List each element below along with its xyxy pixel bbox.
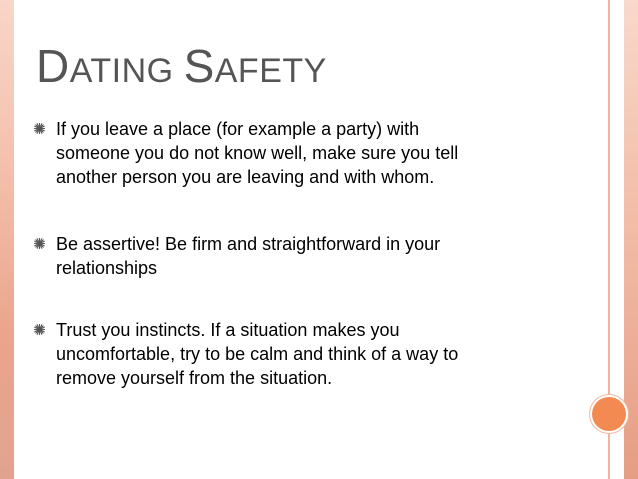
bullet-text: [56, 232, 546, 280]
asterisk-bullet-icon: [34, 238, 45, 249]
bullet-line: uncomfortable, try to be calm and think of a way to: [56, 344, 459, 364]
bullet-line: If you leave a place (for example a party) with: [56, 119, 420, 139]
bullet-text: [56, 318, 546, 390]
decorative-orange-circle: [592, 397, 626, 431]
bullet-line: Be assertive! Be firm and straightforward in your: [56, 234, 441, 254]
title-rest-safety: AFETY: [214, 52, 327, 90]
asterisk-bullet-icon: [34, 324, 45, 335]
bullet-line: someone you do not know well, make sure you tell: [56, 143, 459, 163]
slide-title: [36, 38, 327, 99]
bullet-line: Trust you instincts. If a situation makes you: [56, 320, 400, 340]
left-decorative-border: [0, 0, 14, 479]
title-initial-s: S: [183, 40, 215, 92]
bullet-line: remove yourself from the situation.: [56, 368, 333, 388]
bullet-line: relationships: [56, 258, 158, 278]
asterisk-bullet-icon: [34, 123, 45, 134]
title-initial-d: D: [36, 40, 70, 92]
title-rest-dating: ATING: [69, 52, 184, 90]
bullet-text: [56, 117, 546, 189]
bullet-line: another person you are leaving and with whom.: [56, 167, 435, 187]
